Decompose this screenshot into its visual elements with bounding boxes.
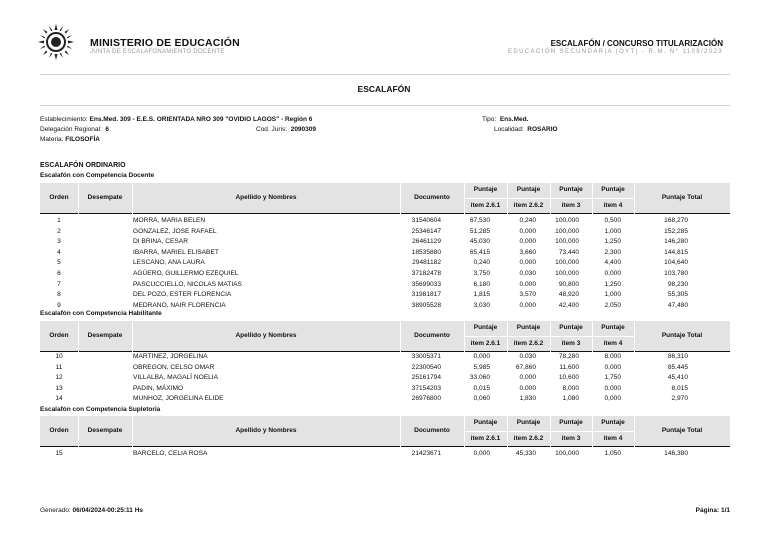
cell-orden: 15: [55, 450, 63, 457]
cell-nombre: PASCUCCIELLO, NICOLAS MATIAS: [133, 280, 242, 288]
cell-p4: 1,000: [604, 227, 621, 235]
cell-p4: 0,000: [604, 363, 621, 371]
table-header: Orden Desempate Apellido y Nombres Documento Puntaje Puntaje Puntaje Puntaje item 2.6.1 item 2.6.2 item 3 item 4 Puntaje Total: [40, 416, 730, 447]
section-title-habilitante: Escalafón con Competencia Habilitante: [40, 310, 162, 317]
cell-p4: 1,250: [604, 280, 621, 288]
cell-p2: 0,000: [519, 280, 536, 288]
cell-p2: 3,660: [519, 248, 536, 256]
cell-total: 103,780: [664, 270, 688, 277]
cell-orden: 4: [57, 248, 61, 256]
cell-p2: 3,570: [519, 291, 536, 299]
cell-p3: 11,600: [559, 363, 579, 371]
cell-documento: 18535880: [411, 248, 441, 256]
table-row: [40, 237, 730, 248]
cell-total: 8,015: [671, 384, 688, 392]
cell-nombre: MEDRANO, NAIR FLORENCIA: [133, 301, 226, 309]
table-row: [40, 373, 730, 384]
cell-orden: 2: [57, 227, 61, 235]
cell-total: 47,480: [667, 301, 688, 309]
cell-p3: 90,800: [558, 280, 579, 288]
cell-p1: 0,240: [473, 259, 490, 267]
table-row: [40, 394, 730, 405]
cell-orden: 3: [57, 238, 61, 246]
cell-p3: 42,400: [558, 301, 579, 309]
materia-field: Materia: FILOSOFÍA: [40, 136, 100, 143]
cell-documento: 33005371: [411, 353, 441, 360]
cell-p2: 0,000: [519, 384, 536, 392]
cell-nombre: MORRA, MARIA BELEN: [133, 217, 206, 224]
cell-p4: 4,400: [604, 259, 621, 267]
cell-p3: 10,600: [558, 374, 579, 382]
cell-documento: 37154203: [411, 384, 441, 392]
cell-p4: 0,000: [604, 395, 621, 403]
cell-p3: 100,000: [555, 450, 579, 457]
cell-documento: 26461129: [412, 238, 441, 246]
cell-total: 104,640: [664, 259, 688, 267]
cell-documento: 21423671: [411, 450, 441, 457]
cell-total: 85,445: [667, 363, 688, 371]
cell-orden: 1: [57, 217, 61, 224]
cell-orden: 8: [57, 291, 61, 299]
cell-p1: 1,815: [473, 291, 490, 299]
cell-p3: 73,440: [558, 248, 579, 256]
table-row: [40, 449, 730, 460]
table-row: [40, 352, 730, 363]
cell-nombre: IBARRA, MARIEL ELISABET: [133, 248, 219, 256]
cell-p3: 100,000: [555, 259, 579, 267]
cell-total: 2,970: [671, 395, 688, 403]
table-row: [40, 227, 730, 238]
cell-total: 168,270: [664, 217, 688, 224]
cell-documento: 25161794: [411, 374, 441, 382]
cell-documento: 31981817: [411, 291, 441, 299]
cell-orden: 11: [55, 363, 63, 371]
escalafon-title: ESCALAFÓN ORDINARIO: [40, 162, 126, 169]
page-number: Página: 1/1: [695, 507, 730, 514]
table-row: [40, 363, 730, 374]
cell-documento: 31540604: [411, 217, 441, 224]
cell-p1: 6,180: [473, 280, 490, 288]
cell-p2: 0,240: [519, 217, 536, 224]
org-title: MINISTERIO DE EDUCACIÓN: [90, 37, 240, 49]
cell-p1: 5,985: [473, 363, 490, 371]
table-row: [40, 290, 730, 301]
cell-documento: 37182478: [411, 270, 441, 277]
cell-total: 152,285: [664, 227, 688, 235]
cell-p2: 0,030: [519, 353, 536, 360]
cell-total: 45,410: [667, 374, 688, 382]
cell-p2: 0,000: [519, 301, 536, 309]
cell-p1: 3,750: [473, 270, 490, 277]
cell-p2: 0,000: [519, 374, 536, 382]
cell-p2: 1,830: [519, 395, 536, 403]
cell-p2: 0,000: [519, 227, 536, 235]
cell-p1: 0,015: [473, 384, 490, 392]
cell-p3: 1,080: [562, 395, 579, 403]
cell-p3: 100,000: [555, 217, 579, 224]
cell-p4: 1,750: [604, 374, 621, 382]
cell-orden: 6: [57, 270, 61, 277]
cell-nombre: PADIN, MÁXIMO: [133, 384, 184, 392]
cell-documento: 35699033: [411, 280, 441, 288]
cell-documento: 26976800: [411, 395, 441, 403]
cell-p4: 0,000: [604, 270, 621, 277]
cell-total: 98,230: [667, 280, 688, 288]
cell-nombre: VILLALBA, MAGALÍ NOELIA: [133, 374, 219, 382]
cell-p2: 0,030: [519, 270, 536, 277]
cell-total: 146,380: [664, 450, 688, 457]
cell-nombre: DI BRINA, CESAR: [133, 238, 188, 246]
cell-nombre: LESCANO, ANA LAURA: [133, 259, 205, 267]
cell-p3: 78,280: [558, 353, 579, 360]
delegacion-field: Delegación Regional: 6: [40, 126, 110, 133]
cell-p2: 0,000: [519, 238, 536, 246]
section-title-docente: Escalafón con Competencia Docente: [40, 172, 155, 179]
cell-p4: 0,500: [604, 217, 621, 224]
cell-p3: 100,000: [555, 270, 579, 277]
establecimiento-field: Establecimiento: Ens.Med. 309 - E.E.S. ORIENTADA NRO 309 "OVIDIO LAGOS" - Región 6: [40, 116, 313, 123]
table-row: [40, 384, 730, 395]
cell-p2: 67,860: [515, 363, 536, 371]
cell-p4: 1,000: [604, 291, 621, 299]
cell-documento: 25346147: [411, 227, 441, 235]
table-row: [40, 269, 730, 280]
cell-orden: 14: [55, 395, 63, 403]
cell-p4: 1,050: [604, 450, 621, 457]
cell-total: 146,280: [664, 238, 688, 246]
cell-documento: 29481182: [412, 259, 441, 267]
cell-nombre: BARCELO, CELIA ROSA: [133, 450, 208, 457]
cell-p3: 8,000: [562, 384, 579, 392]
cell-p3: 48,920: [558, 291, 579, 299]
doc-subtitle: EDUCACIÓN SECUNDARIA (OYT) - R.M. N° 1109/2023: [507, 49, 723, 55]
generated-timestamp: Generado: 06/04/2024-00:25:11 Hs: [40, 507, 144, 514]
localidad-field: Localidad: ROSARIO: [494, 126, 558, 133]
cod-juris-field: Cod. Juris: 2090309: [256, 126, 317, 133]
tipo-field: Tipo: Ens.Med.: [482, 116, 529, 123]
cell-p4: 8,000: [604, 353, 621, 360]
cell-orden: 9: [57, 301, 61, 309]
cell-orden: 12: [55, 374, 63, 382]
cell-p1: 67,530: [469, 217, 490, 224]
page-title: ESCALAFÓN: [357, 84, 411, 94]
cell-p2: 45,330: [515, 450, 536, 457]
cell-p1: 33,060: [469, 374, 490, 382]
divider: [40, 74, 730, 75]
table-row: [40, 280, 730, 291]
cell-nombre: AGÜERO, GUILLERMO EZEQUIEL: [133, 270, 239, 277]
cell-p1: 65,415: [469, 248, 490, 256]
table-row: [40, 258, 730, 269]
section-title-supletoria: Escalafón con Competencia Supletoria: [40, 406, 161, 413]
cell-nombre: MUNHOZ, JORGELINA ELIDE: [133, 395, 224, 403]
cell-p4: 2,300: [604, 248, 621, 256]
org-subtitle: JUNTA DE ESCALAFONAMIENTO DOCENTE: [90, 49, 225, 55]
doc-title: ESCALAFÓN / CONCURSO TITULARIZACIÓN: [550, 39, 723, 48]
cell-documento: 22300540: [411, 363, 441, 371]
cell-total: 86,310: [667, 353, 688, 360]
cell-orden: 10: [55, 353, 63, 360]
table-row: [40, 248, 730, 259]
table-header: Orden Desempate Apellido y Nombres Documento Puntaje Puntaje Puntaje Puntaje item 2.6.1 item 2.6.2 item 3 item 4 Puntaje Total: [40, 321, 730, 352]
table-row: [40, 216, 730, 227]
provincial-seal-icon: [36, 22, 76, 62]
cell-documento: 38905528: [411, 301, 441, 309]
cell-p1: 3,030: [473, 301, 490, 309]
cell-p1: 0,060: [473, 395, 490, 403]
cell-orden: 5: [57, 259, 61, 267]
cell-p1: 51,285: [469, 227, 490, 235]
cell-orden: 13: [55, 384, 63, 392]
cell-p1: 0,000: [473, 353, 490, 360]
cell-p4: 0,000: [604, 384, 621, 392]
cell-nombre: DEL POZO, ESTER FLORENCIA: [133, 291, 232, 299]
cell-p1: 0,000: [473, 450, 490, 457]
cell-total: 144,815: [664, 248, 688, 256]
cell-p4: 1,250: [604, 238, 621, 246]
cell-p2: 0,000: [519, 259, 536, 267]
cell-p4: 2,050: [604, 301, 621, 309]
cell-nombre: MARTINEZ, JORGELINA: [133, 353, 208, 360]
cell-p3: 100,000: [555, 238, 579, 246]
cell-p3: 100,000: [555, 227, 579, 235]
cell-p1: 45,030: [469, 238, 490, 246]
cell-total: 55,305: [667, 291, 688, 299]
cell-orden: 7: [57, 280, 61, 288]
divider: [40, 105, 730, 106]
cell-nombre: OBREGON, CELSO OMAR: [133, 363, 215, 371]
cell-nombre: GONZALEZ, JOSE RAFAEL: [133, 227, 217, 235]
table-header: Orden Desempate Apellido y Nombres Documento Puntaje Puntaje Puntaje Puntaje item 2.6.1 item 2.6.2 item 3 item 4 Puntaje Total: [40, 183, 730, 214]
